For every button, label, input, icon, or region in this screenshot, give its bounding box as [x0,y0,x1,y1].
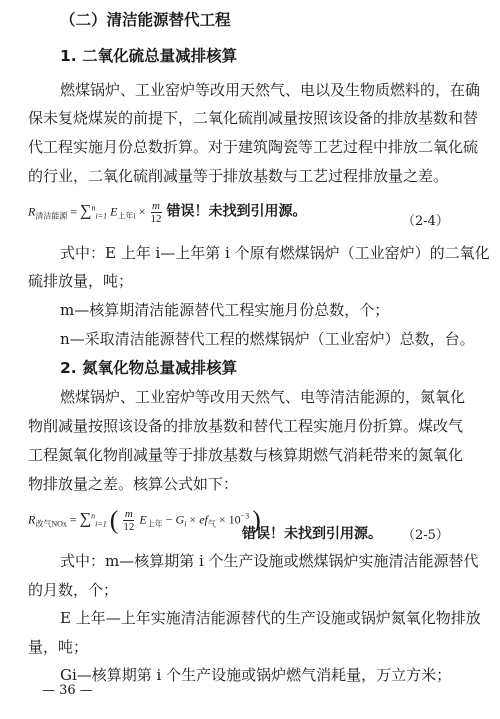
formula-2-5 [28,505,261,535]
paragraph-line: 的行业，二氧化硫削减量等于排放基数与工艺过程排放量之差。 [28,167,449,185]
fraction-denominator: 12 [123,521,135,533]
formula-symbol: E [110,204,118,219]
formula-symbol: E [139,512,147,527]
definition-line: 式中：E 上年 i—上年第 i 个原有燃煤锅炉（工业窑炉）的二氧化 [60,244,490,262]
equation-number: （2-4） [402,214,449,229]
formula-superscript: n [91,203,96,213]
subsection-title-nox: 2. 氮氧化物总量减排核算 [60,359,238,377]
formula-operator: = [69,512,77,527]
sigma-symbol: ∑ [79,510,92,528]
formula-operator: − [165,512,173,527]
fraction-numerator: m [152,200,160,212]
paragraph-line: 燃煤锅炉、工业窑炉等改用天然气、电以及生物质燃料的，在确 [60,81,481,99]
section-title: （二）清洁能源替代工程 [60,11,231,29]
reference-error-text: 错误！未找到引用源。 [166,203,307,220]
formula-operator: × [218,512,226,527]
formula-operator: × [138,204,146,219]
definition-line: Gi—核算期第 i 个生产设施或锅炉燃气消耗量，万立方米； [60,666,452,684]
formula-operator: × [189,512,197,527]
sigma-symbol: ∑ [80,202,92,220]
definition-line: 式中：m—核算期第 i 个生产设施或燃煤锅炉实施清洁能源替代 [60,552,479,570]
reference-error-text: 错误！未找到引用源。 [242,526,382,542]
formula-subscript: i=1 [95,519,107,529]
formula-number: 10 [228,512,241,527]
formula-superscript: −3 [240,511,250,521]
formula-symbol: R [28,512,36,527]
formula-fraction [151,200,162,225]
formula-fraction [123,508,134,533]
paragraph-line: 代工程实施月份总数折算。对于建筑陶瓷等工艺过程中排放二氧化硫 [28,138,479,156]
formula-symbol: ef [199,512,208,527]
paragraph-line: 物排放量之差。核算公式如下： [28,475,239,493]
definition-line: 硫排放量，吨； [28,272,134,290]
formula-symbol: G [175,512,185,527]
formula-2-4 [28,200,307,225]
formula-subscript: 气 [207,519,216,529]
formula-subscript: 上年 [146,519,163,529]
formula-superscript: n [91,511,96,521]
subsection-title-so2: 1. 二氧化硫总量减排核算 [60,47,238,65]
definition-line: n—采取清洁能源替代工程的燃煤锅炉（工业窑炉）总数，台。 [60,330,475,348]
definition-line: m—核算期清洁能源替代工程实施月份总数，个； [60,301,390,319]
paragraph-line: 工程氮氧化物削减量等于排放基数与核算期燃气消耗带来的氮氧化 [28,446,464,464]
formula-subscript: 清洁能源 [35,211,68,221]
right-paren: ) [252,505,261,535]
paragraph-line: 物削减量按照该设备的排放基数和替代工程实施月份折算。煤改气 [28,417,464,435]
definition-line: E 上年—上年实施清洁能源替代的生产设施或锅炉氮氧化物排放 [60,609,481,627]
formula-symbol: R [28,204,36,219]
definition-line: 的月数，个； [28,581,119,599]
fraction-numerator: m [124,508,133,520]
definition-line: 量，吨； [28,638,89,656]
paragraph-line: 保未复烧煤炭的前提下，二氧化硫削减量按照该设备的排放基数和替 [28,109,479,127]
formula-subscript: i=1 [95,211,108,221]
formula-subscript: 上年i [117,211,136,221]
fraction-denominator: 12 [150,213,162,225]
paragraph-line: 燃煤锅炉、工业窑炉等改用天然气、电等清洁能源的，氮氧化 [60,388,466,406]
left-paren: ( [109,505,119,535]
page-number: — 36 — [42,683,93,698]
equation-number: （2-5） [402,528,449,543]
formula-subscript: i [184,519,187,529]
formula-operator: = [70,204,78,219]
formula-subscript: 改气NOx [35,519,67,529]
